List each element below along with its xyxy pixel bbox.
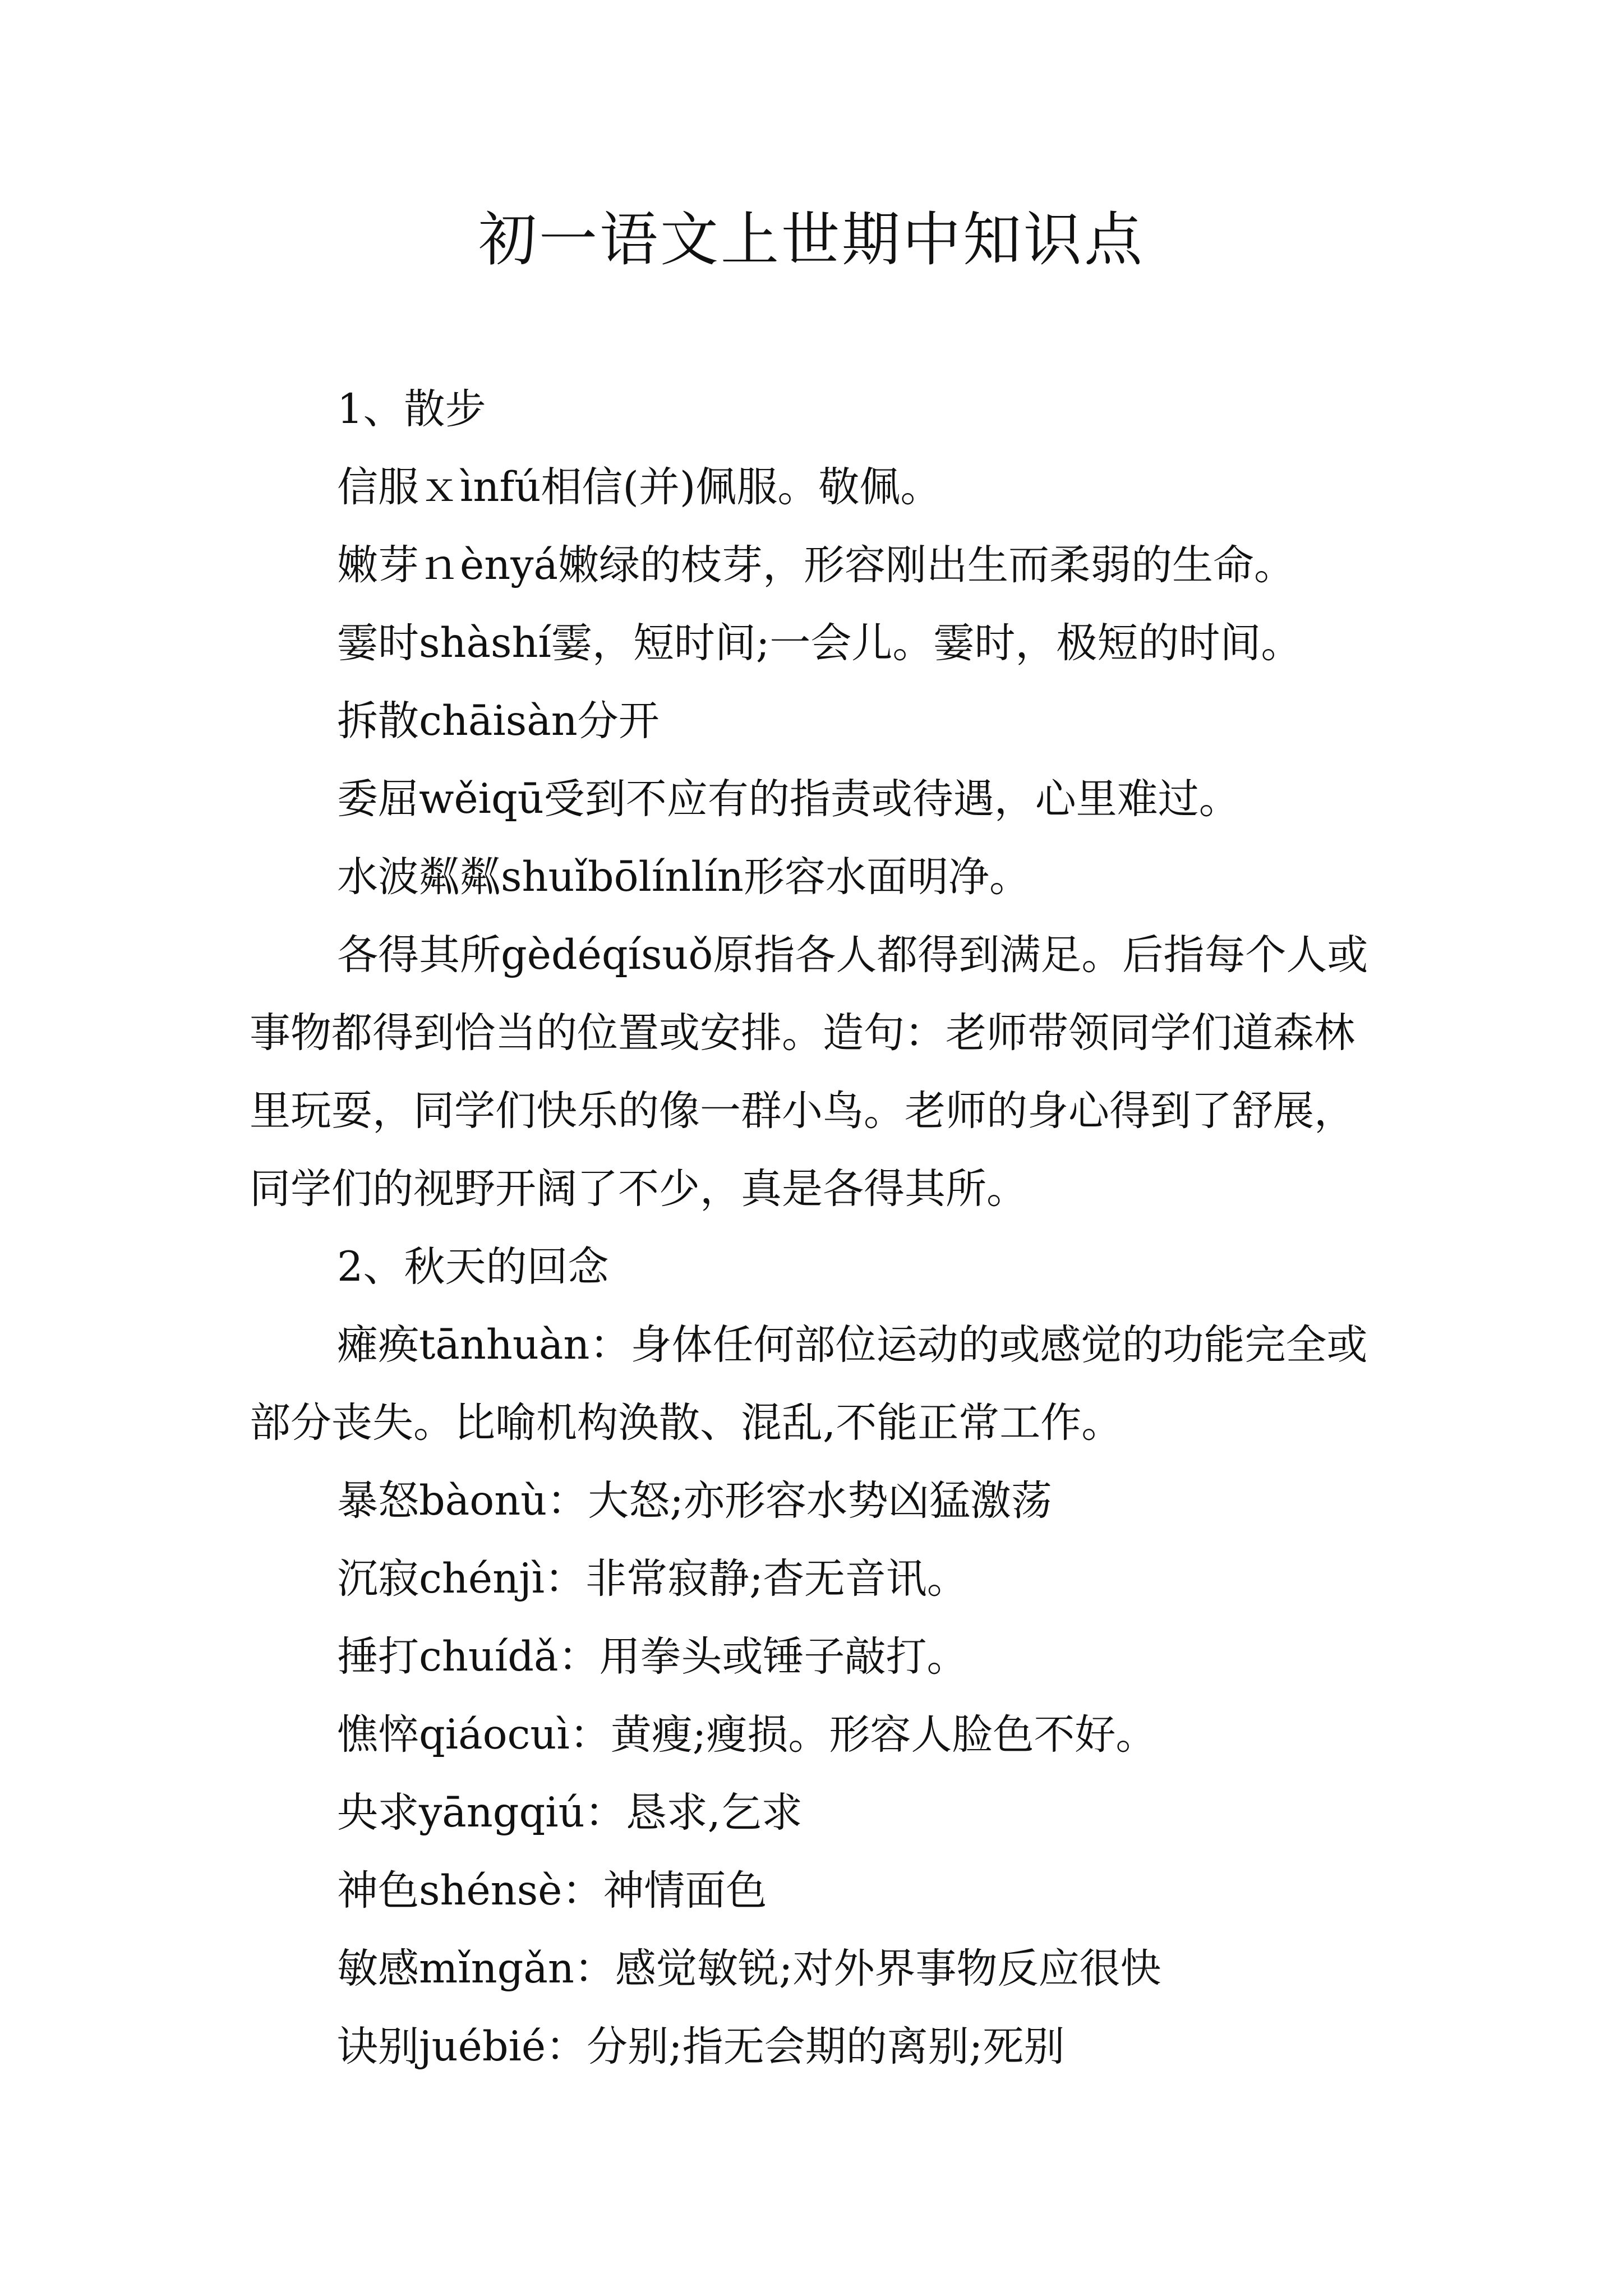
vocab-entry: 瘫痪tānhuàn：身体任何部位运动的或感觉的功能完全或部分丧失。比喻机构涣散、混乱,不能正常工作。 [250,1321,1368,1447]
section-heading: 1、散步 [337,385,486,433]
vocab-entry: 央求yāngqiú：恳求,乞求 [337,1789,803,1837]
vocab-entry: 霎时shàshí霎，短时间;一会儿。霎时，极短的时间。 [337,619,1302,667]
document-body [250,370,1388,2086]
vocab-entry: 神色shénsè：神情面色 [337,1867,767,1915]
section-heading: 2、秋天的回念 [337,1243,609,1291]
vocab-entry: 诀别juébié：分别;指无会期的离别;死别 [337,2023,1065,2070]
vocab-entry: 捶打chuídǎ：用拳头或锤子敲打。 [337,1633,968,1681]
vocab-entry: 沉寂chénjì：非常寂静;杳无音讯。 [337,1555,968,1603]
vocab-entry: 暴怒bàonù：大怒;亦形容水势凶猛激荡 [337,1477,1052,1525]
vocab-entry: 敏感mǐngǎn：感觉敏锐;对外界事物反应很快 [337,1945,1161,1993]
vocab-entry: 嫩芽ｎènyá嫩绿的枝芽，形容刚出生而柔弱的生命。 [337,541,1295,589]
vocab-entry: 水波粼粼shuǐbōlínlín形容水面明净。 [337,853,1030,901]
vocab-entry: 拆散chāisàn分开 [337,697,660,745]
vocab-entry: 各得其所gèdéqísuǒ原指各人都得到满足。后指每个人或事物都得到恰当的位置或安排。造句：老师带领同学们道森林里玩耍，同学们快乐的像一群小鸟。老师的身心得到了舒展，同学们的视野开阔了不少，真是各得其所。 [250,931,1368,1213]
document-title: 初一语文上世期中知识点 [478,205,1145,274]
vocab-entry: 憔悴qiáocuì：黄瘦;瘦损。形容人脸色不好。 [337,1711,1157,1759]
vocab-entry: 信服ｘìnfú相信(并)佩服。敬佩。 [337,463,942,511]
vocab-entry: 委屈wěiqū受到不应有的指责或待遇，心里难过。 [337,775,1240,823]
